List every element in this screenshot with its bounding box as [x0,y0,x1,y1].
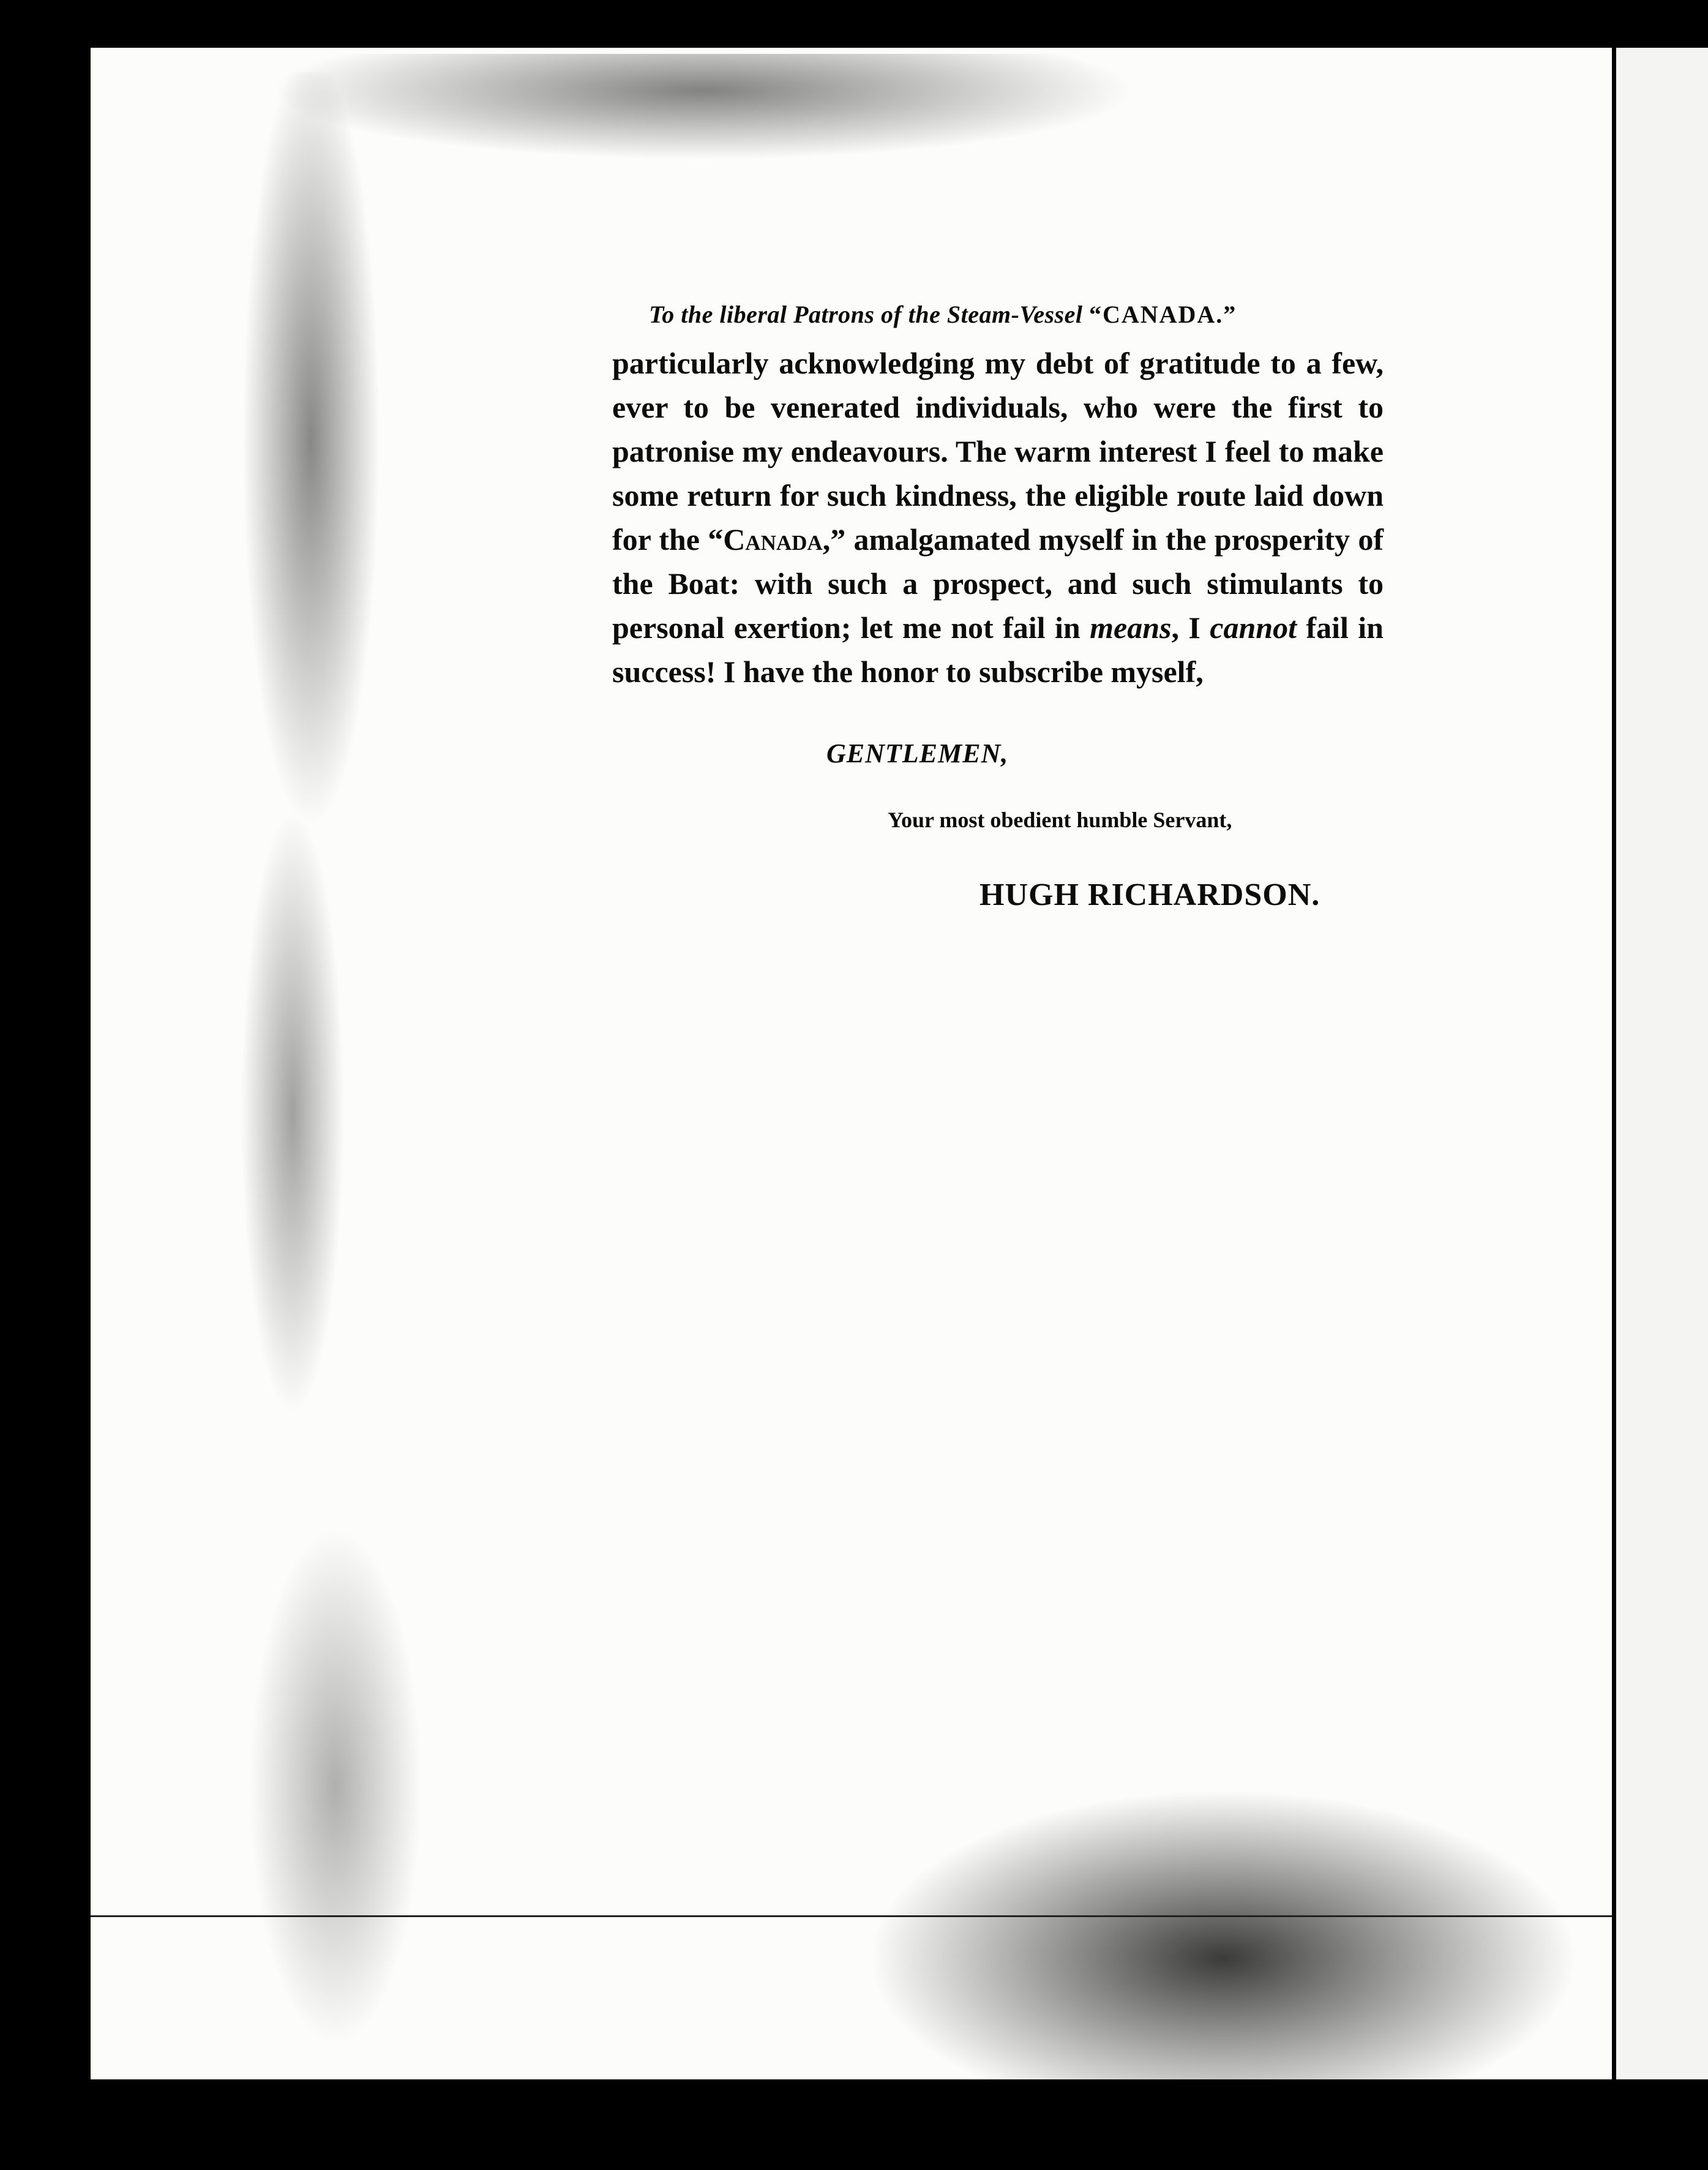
top-stain [274,54,1437,213]
body-paragraph [612,341,1384,694]
paragraph-canada: “Canada,” [708,522,846,557]
bottom-stain [672,1652,1612,2079]
paragraph-part-4: fail in success! I have the honor to subscribe myself, [612,610,1384,689]
signature: HUGH RICHARDSON. [979,877,1320,912]
running-head-vessel: “CANADA.” [1088,301,1237,328]
closing: Your most obedient humble Servant, [888,808,1232,832]
adjacent-page-edge [1616,48,1708,2079]
salutation: GENTLEMEN, [826,738,1009,768]
running-head [649,300,1384,329]
paragraph-part-2: amalgamated myself in the prosperity of the Boat: with such a prospect, and such stimulants to personal exertion; let me not fail in [612,522,1384,645]
running-head-text: To the liberal Patrons of the Steam-Vessel [649,301,1083,328]
paragraph-part-3: , I [1171,610,1210,645]
paragraph-part-1: particularly acknowledging my debt of gratitude to a few, ever to be venerated individuals, who were the first to patronise my endeavours. The warm interest I feel to make some return for such kindness, the eligible route laid down for the [612,346,1384,557]
paragraph-means: means [1090,610,1172,645]
paragraph-cannot: cannot [1210,610,1297,645]
letter-content [612,300,1384,913]
left-margin-stain [225,72,427,2068]
scan-line-horizontal [91,1915,1612,1917]
